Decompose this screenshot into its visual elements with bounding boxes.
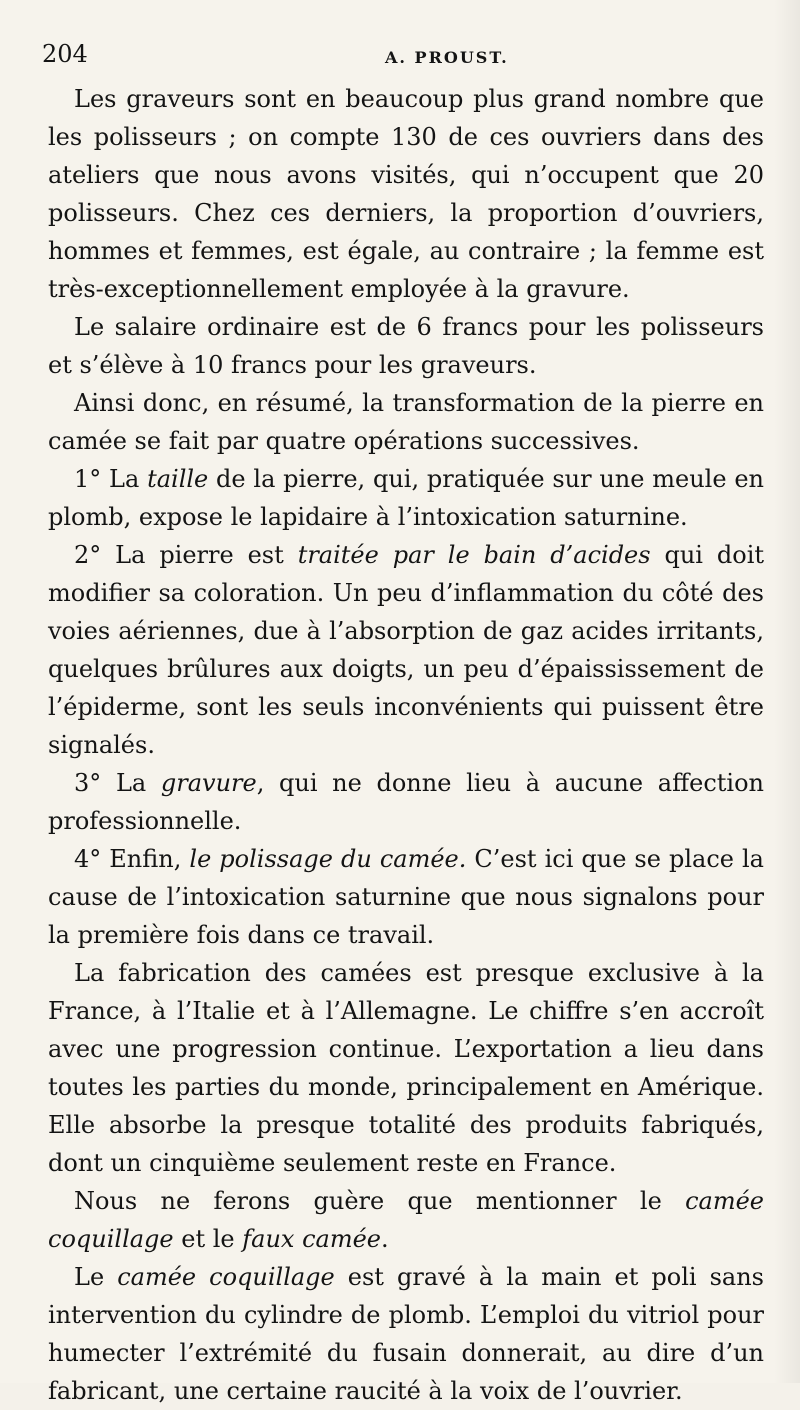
mention-prefix: Nous ne ferons guère que mentionner le (74, 1187, 686, 1215)
paragraph-step-1 (48, 460, 764, 536)
step-1-emphasis: taille (147, 465, 209, 493)
step-3-text: , qui ne donne lieu à aucune affection professionnelle. (48, 769, 764, 835)
step-3-prefix: 3° La (74, 769, 161, 797)
step-2-emphasis: traitée par le bain d’acides (297, 541, 651, 569)
paragraph-wages: Le salaire ordinaire est de 6 francs pour les polisseurs et s’élève à 10 francs pour les graveurs. (48, 313, 764, 379)
running-head: A. PROUST. (385, 48, 509, 67)
paragraph-mention (48, 1182, 764, 1258)
step-3-emphasis: gravure (160, 769, 257, 797)
body-text (48, 80, 764, 1410)
mention-emphasis-1: camée coquillage (48, 1187, 764, 1253)
step-4-emphasis: le polissage du camée. (189, 845, 467, 873)
mention-emphasis-2: faux camée (242, 1225, 381, 1253)
page-number: 204 (42, 40, 88, 68)
paragraph-step-3 (48, 764, 764, 840)
shell-cameo-prefix: Le (74, 1263, 118, 1291)
step-4-text: C’est ici que se place la cause de l’intoxication saturnine que nous signalons pour la première fois dans ce travail. (48, 845, 764, 949)
page-edge-shadow (774, 0, 800, 1383)
shell-cameo-emphasis: camée coquillage (117, 1263, 335, 1291)
step-2-prefix: 2° La pierre est (74, 541, 298, 569)
paragraph-summary: Ainsi donc, en résumé, la transformation de la pierre en camée se fait par quatre opérations successives. (48, 389, 764, 455)
paragraph-step-4 (48, 840, 764, 954)
step-4-prefix: 4° Enfin, (74, 845, 190, 873)
mention-end: . (380, 1225, 389, 1253)
paragraph-shell-cameo (48, 1258, 764, 1410)
step-2-text: qui doit modifier sa coloration. Un peu d’inflammation du côté des voies aériennes, due à l’absorption de gaz acides irritants, quelques brûlures aux doigts, un peu d’épaississement de l’épiderme, sont les seuls inconvénients qui puissent être signalés. (48, 541, 765, 759)
mention-middle: et le (173, 1225, 243, 1253)
page-header (42, 36, 762, 76)
shell-cameo-text: est gravé à la main et poli sans intervention du cylindre de plomb. L’emploi du vitriol pour humecter l’extrémité du fusain donnerait, au dire d’un fabricant, une certaine raucité à la voix de l’ouvrier. (48, 1263, 764, 1405)
paragraph-production: La fabrication des camées est presque exclusive à la France, à l’Italie et à l’Allemagne. Le chiffre s’en accroît avec une progression continue. L’exportation a lieu dans toutes les parties du monde, principalement en Amérique. Elle absorbe la presque totalité des produits fabriqués, dont un cinquième seulement reste en France. (48, 959, 764, 1177)
step-1-prefix: 1° La (74, 465, 148, 493)
step-1-text: de la pierre, qui, pratiquée sur une meule en plomb, expose le lapidaire à l’intoxication saturnine. (48, 465, 764, 531)
paragraph-engravers: Les graveurs sont en beaucoup plus grand nombre que les polisseurs ; on compte 130 de ces ouvriers dans des ateliers que nous avons visités, qui n’occupent que 20 polisseurs. Chez ces derniers, la proportion d’ouvriers, hommes et femmes, est égale, au contraire ; la femme est très-exceptionnellement employée à la gravure. (48, 85, 764, 303)
paragraph-step-2 (48, 536, 764, 764)
